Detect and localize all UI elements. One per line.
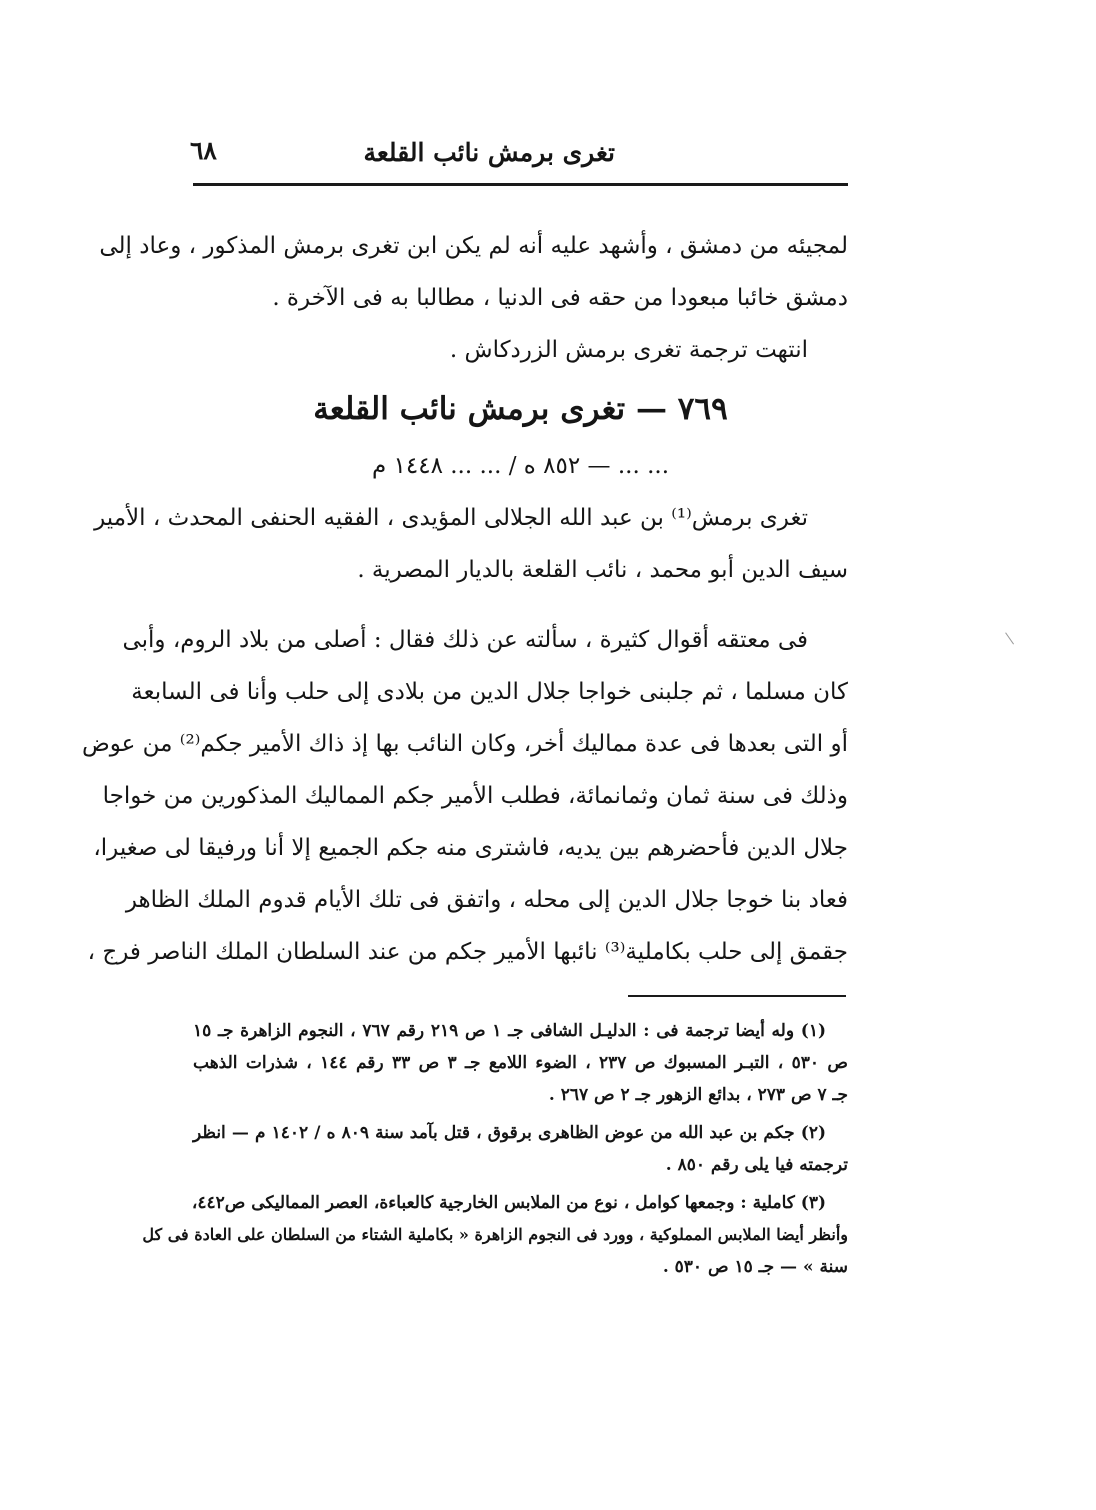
text-line: وذلك فى سنة ثمان وثمانمائة، فطلب الأمير جكم المماليك المذكورين من خواجا <box>102 783 848 809</box>
footnote-1-line: ص ٥٣٠ ، التبـر المسبوك ص ٢٣٧ ، الضوء اللامع جـ ٣ ص ٣٣ رقم ١٤٤ ، شذرات الذهب <box>193 1053 848 1073</box>
margin-mark <box>1005 626 1024 645</box>
footnote-3-line: سنة » — جـ ١٥ ص ٥٣٠ . <box>662 1257 848 1277</box>
text-line: انتهت ترجمة تغرى برمش الزردكاش . <box>449 337 808 363</box>
text-line: فى معتقه أقوال كثيرة ، سألته عن ذلك فقال : أصلى من بلاد الروم، وأبى <box>122 627 808 653</box>
running-title: تغرى برمش نائب القلعة <box>363 138 615 167</box>
main-text <box>81 220 848 978</box>
footnote-1-line: (١) وله أيضا ترجمة فى : الدليـل الشافى جـ ١ ص ٢١٩ رقم ٧٦٧ ، النجوم الزاهرة جـ ١٥ <box>193 1021 826 1041</box>
footnote-2-line: (٢) جكم بن عبد الله من عوض الظاهرى برقوق ، قتل بآمد سنة ٨٠٩ ه / ١٤٠٢ م — انظر <box>193 1123 826 1143</box>
text-line: سيف الدين أبو محمد ، نائب القلعة بالديار المصرية . <box>357 557 848 583</box>
text-line: لمجيئه من دمشق ، وأشهد عليه أنه لم يكن ابن تغرى برمش المذكور ، وعاد إلى <box>99 233 848 259</box>
paragraph-gap <box>193 596 848 614</box>
footnote-2-line: ترجمته فيا يلى رقم ٨٥٠ . <box>665 1155 848 1175</box>
text-line: فعاد بنا خوجا جلال الدين إلى محله ، واتفق فى تلك الأيام قدوم الملك الظاهر <box>125 887 848 913</box>
text-line: تغرى برمش⁽¹⁾ بن عبد الله الجلالى المؤيدى ، الفقيه الحنفى المحدث ، الأمير <box>94 505 808 531</box>
entry-dates: ... ... — ٨٥٢ ه / ... ... ١٤٤٨ م <box>371 453 670 479</box>
footnote-3-line: وأنظر أيضا الملابس المملوكية ، وورد فى النجوم الزاهرة « بكاملية الشتاء من السلطان على العادة فى كل <box>142 1225 848 1244</box>
text-line: كان مسلما ، ثم جلبنى خواجا جلال الدين من بلادى إلى حلب وأنا فى السابعة <box>131 679 848 705</box>
text-line: جقمق إلى حلب بكاملية⁽³⁾ نائبها الأمير جكم من عند السلطان الملك الناصر فرج ، <box>87 939 848 965</box>
header-rule <box>193 183 848 186</box>
footnote-3-line: (٣) كاملية : وجمعها كوامل ، نوع من الملابس الخارجية كالعباءة، العصر المماليكى ص٤٤٢، <box>191 1193 826 1213</box>
footnotes <box>142 1015 848 1283</box>
page-number: ٦٨ <box>190 136 217 165</box>
entry-heading: ٧٦٩ — تغرى برمش نائب القلعة <box>313 391 728 427</box>
text-line: دمشق خائبا مبعودا من حقه فى الدنيا ، مطالبا به فى الآخرة . <box>272 285 848 311</box>
footnote-rule <box>628 995 846 997</box>
text-line: جلال الدين فأحضرهم بين يديه، فاشترى منه جكم الجميع إلا أنا ورفيقا لى صغيرا، <box>93 835 848 861</box>
text-line: أو التى بعدها فى عدة مماليك أخر، وكان النائب بها إذ ذاك الأمير جكم⁽²⁾ من عوض <box>81 731 848 757</box>
footnote-1-line: جـ ٧ ص ٢٧٣ ، بدائع الزهور جـ ٢ ص ٢٦٧ . <box>548 1085 848 1105</box>
running-header <box>190 128 850 178</box>
